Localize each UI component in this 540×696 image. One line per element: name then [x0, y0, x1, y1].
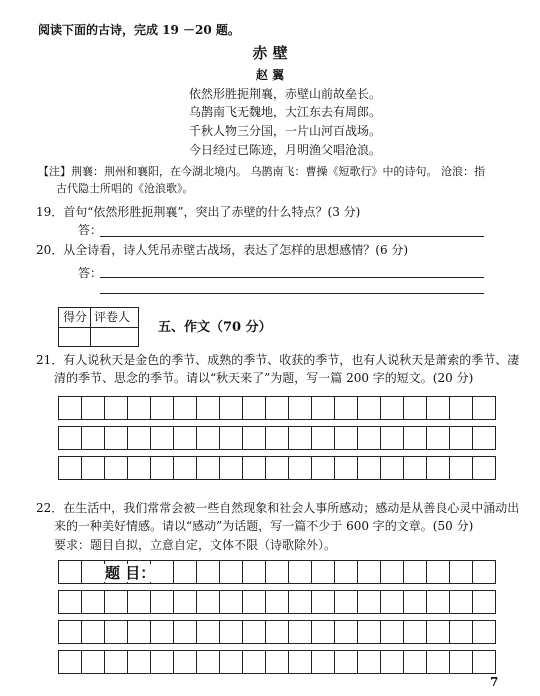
grid-cell[interactable]	[358, 397, 381, 420]
grid-gap	[59, 450, 496, 457]
grid-row	[59, 591, 496, 614]
grid-cell[interactable]	[312, 397, 335, 420]
grid-cell[interactable]	[174, 591, 197, 614]
grid-cell[interactable]	[105, 591, 128, 614]
grid-cell[interactable]	[404, 457, 427, 480]
grid-cell[interactable]	[243, 621, 266, 644]
question-22-continued: 来的一种美好情感。请以“感动”为话题，写一篇不少于 600 字的文章。(50 分)	[54, 519, 474, 533]
grid-row	[59, 397, 496, 420]
grid-cell[interactable]	[427, 427, 450, 450]
grid-cell[interactable]	[243, 397, 266, 420]
grid-cell[interactable]	[427, 561, 450, 584]
grid-cell[interactable]	[151, 621, 174, 644]
grid-cell[interactable]	[128, 457, 151, 480]
grid-cell[interactable]	[243, 591, 266, 614]
grid-cell[interactable]	[105, 651, 128, 674]
grid-cell[interactable]	[243, 457, 266, 480]
grid-cell[interactable]	[174, 651, 197, 674]
grid-cell[interactable]	[450, 621, 473, 644]
grid-cell[interactable]	[381, 561, 404, 584]
writing-grid[interactable]	[58, 396, 496, 480]
grid-cell[interactable]	[335, 397, 358, 420]
page-number: 7	[490, 675, 499, 689]
poem-line: 千秋人物三分国，一片山河百战场。	[189, 124, 382, 138]
grid-cell[interactable]	[266, 397, 289, 420]
annotation-note-continued: 古代隐士所唱的《沧浪歌》。	[56, 182, 194, 195]
grid-cell[interactable]	[358, 591, 381, 614]
grid-cell[interactable]	[243, 427, 266, 450]
question-20: 20．从全诗看，诗人凭吊赤壁古战场，表达了怎样的思想感情？(6 分)	[36, 243, 409, 257]
grid-cell[interactable]	[59, 591, 82, 614]
grid-cell[interactable]	[151, 457, 174, 480]
grid-cell[interactable]	[105, 457, 128, 480]
grid-cell[interactable]	[312, 621, 335, 644]
grid-cell[interactable]	[427, 591, 450, 614]
grid-cell[interactable]	[59, 397, 82, 420]
answer-label-19: 答：	[78, 223, 103, 237]
grid-cell[interactable]	[404, 561, 427, 584]
grid-cell[interactable]	[128, 651, 151, 674]
question-21-continued: 清的季节、思念的季节。请以“秋天来了”为题，写一篇 200 字的短文。(20 分)	[54, 371, 474, 385]
grid-cell[interactable]	[289, 651, 312, 674]
grid-cell[interactable]	[105, 427, 128, 450]
grid-cell[interactable]	[312, 457, 335, 480]
grid-cell[interactable]	[82, 621, 105, 644]
grid-cell[interactable]	[335, 591, 358, 614]
grid-cell[interactable]	[266, 591, 289, 614]
grid-cell[interactable]	[197, 427, 220, 450]
grid-cell[interactable]	[266, 457, 289, 480]
grid-cell[interactable]	[404, 427, 427, 450]
grid-cell[interactable]	[358, 561, 381, 584]
grid-cell[interactable]	[427, 651, 450, 674]
poem-line: 依然形胜扼荆襄，赤壁山前故垒长。	[189, 87, 382, 101]
grid-cell[interactable]	[381, 427, 404, 450]
grid-cell[interactable]	[450, 651, 473, 674]
grid-cell[interactable]	[289, 457, 312, 480]
grid-cell[interactable]	[197, 561, 220, 584]
grid-cell[interactable]	[197, 621, 220, 644]
grid-cell[interactable]	[473, 427, 496, 450]
grid-cell[interactable]	[174, 397, 197, 420]
grid-cell[interactable]	[197, 591, 220, 614]
grid-cell[interactable]	[82, 651, 105, 674]
grid-cell[interactable]	[450, 591, 473, 614]
grid-cell[interactable]	[174, 621, 197, 644]
grid-cell[interactable]	[220, 651, 243, 674]
grid-cell[interactable]	[82, 427, 105, 450]
grid-gap	[59, 420, 496, 427]
grid-cell[interactable]	[473, 561, 496, 584]
grid-cell[interactable]	[59, 427, 82, 450]
grid-cell[interactable]	[450, 397, 473, 420]
grid-cell[interactable]	[289, 591, 312, 614]
grid-cell[interactable]	[335, 561, 358, 584]
answer-line[interactable]	[100, 293, 484, 294]
grid-cell[interactable]	[404, 651, 427, 674]
grid-cell[interactable]	[128, 427, 151, 450]
grid-cell[interactable]	[473, 457, 496, 480]
grid-cell[interactable]	[174, 561, 197, 584]
grid-cell[interactable]	[243, 561, 266, 584]
grid-cell[interactable]	[59, 561, 82, 584]
grid-cell[interactable]	[312, 561, 335, 584]
grid-cell[interactable]	[128, 591, 151, 614]
grid-cell[interactable]	[450, 561, 473, 584]
grid-cell[interactable]	[128, 397, 151, 420]
grid-cell[interactable]	[427, 457, 450, 480]
grid-cell[interactable]	[197, 651, 220, 674]
grid-cell[interactable]	[358, 621, 381, 644]
grid-row	[59, 651, 496, 674]
grid-cell[interactable]	[312, 427, 335, 450]
grid-cell[interactable]	[128, 621, 151, 644]
grid-cell[interactable]	[473, 591, 496, 614]
grid-cell[interactable]	[335, 457, 358, 480]
section-title: 五、作文（70 分）	[158, 320, 272, 335]
grid-cell[interactable]	[59, 621, 82, 644]
grid-cell[interactable]	[151, 591, 174, 614]
grader-label: 评卷人	[94, 310, 131, 324]
grid-cell[interactable]	[266, 427, 289, 450]
question-21: 21．有人说秋天是金色的季节、成熟的季节、收获的季节，也有人说秋天是萧索的季节、凄	[36, 353, 520, 367]
score-box	[58, 307, 139, 347]
grid-cell[interactable]	[151, 397, 174, 420]
grid-cell[interactable]	[220, 397, 243, 420]
grid-cell[interactable]	[174, 457, 197, 480]
grid-cell[interactable]	[335, 651, 358, 674]
poem-title: 赤 壁	[252, 44, 288, 62]
grid-cell[interactable]	[289, 561, 312, 584]
question-19: 19．首句“依然形胜扼荆襄”，突出了赤壁的什么特点？(3 分)	[36, 205, 361, 219]
grid-cell[interactable]	[174, 427, 197, 450]
grid-cell[interactable]	[473, 397, 496, 420]
grid-cell[interactable]	[59, 457, 82, 480]
grid-gap	[59, 644, 496, 651]
grid-cell[interactable]	[427, 621, 450, 644]
poem-line: 今日经过已陈迹，月明渔父唱沧浪。	[189, 143, 382, 157]
grid-cell[interactable]	[427, 397, 450, 420]
reading-intro: 阅读下面的古诗，完成 19 －20 题。	[38, 23, 240, 37]
poem-line: 乌鹊南飞无魏地，大江东去有周郎。	[189, 105, 382, 119]
answer-line[interactable]	[100, 236, 484, 237]
grid-cell[interactable]	[82, 457, 105, 480]
grid-row	[59, 621, 496, 644]
grid-cell[interactable]	[381, 591, 404, 614]
grid-cell[interactable]	[151, 651, 174, 674]
grid-cell[interactable]	[82, 397, 105, 420]
score-label: 得分	[63, 310, 88, 324]
grid-cell[interactable]	[220, 591, 243, 614]
grid-cell[interactable]	[105, 397, 128, 420]
grid-cell[interactable]	[381, 621, 404, 644]
grid-cell[interactable]	[381, 457, 404, 480]
grid-cell[interactable]	[197, 397, 220, 420]
grid-cell[interactable]	[473, 621, 496, 644]
grid-cell[interactable]	[289, 427, 312, 450]
question-22: 22．在生活中，我们常常会被一些自然现象和社会人事所感动；感动是从善良心灵中涌动出	[36, 501, 520, 515]
grid-cell[interactable]	[82, 561, 105, 584]
grid-cell[interactable]	[335, 621, 358, 644]
grid-cell[interactable]	[82, 591, 105, 614]
grid-cell[interactable]	[404, 621, 427, 644]
grid-cell[interactable]	[404, 591, 427, 614]
grid-gap	[59, 614, 496, 621]
essay-requirements: 要求：题目自拟，立意自定，文体不限（诗歌除外）。	[54, 538, 337, 552]
answer-line[interactable]	[100, 277, 484, 278]
grid-cell[interactable]	[59, 651, 82, 674]
grid-cell[interactable]	[381, 397, 404, 420]
grid-cell[interactable]	[266, 651, 289, 674]
grid-cell[interactable]	[220, 561, 243, 584]
annotation-note: 【注】荆襄：荆州和襄阳，在今湖北境内。 乌鹊南飞：曹操《短歌行》中的诗句。 沧浪：指	[38, 165, 485, 178]
grid-cell[interactable]	[289, 397, 312, 420]
grid-cell[interactable]	[197, 457, 220, 480]
grid-cell[interactable]	[266, 561, 289, 584]
grid-cell[interactable]	[105, 621, 128, 644]
grid-cell[interactable]	[381, 651, 404, 674]
grid-cell[interactable]	[335, 427, 358, 450]
grid-cell[interactable]	[404, 397, 427, 420]
grid-cell[interactable]	[289, 621, 312, 644]
grid-cell[interactable]	[312, 651, 335, 674]
grid-cell[interactable]	[243, 651, 266, 674]
grid-cell[interactable]	[450, 457, 473, 480]
grid-cell[interactable]	[358, 651, 381, 674]
grid-cell[interactable]	[151, 427, 174, 450]
answer-label-20: 答：	[78, 266, 103, 280]
grid-cell[interactable]	[358, 427, 381, 450]
grid-cell[interactable]	[220, 457, 243, 480]
grid-cell[interactable]	[312, 591, 335, 614]
grid-cell[interactable]	[220, 427, 243, 450]
grid-cell[interactable]	[220, 621, 243, 644]
grid-gap	[59, 584, 496, 591]
grid-cell[interactable]	[450, 427, 473, 450]
grid-cell[interactable]	[358, 457, 381, 480]
grid-row	[59, 427, 496, 450]
grid-row	[59, 457, 496, 480]
grid-cell[interactable]	[473, 651, 496, 674]
poem-author: 赵 翼	[255, 68, 285, 82]
essay-title-label: 题 目：	[105, 564, 156, 582]
grid-cell[interactable]	[266, 621, 289, 644]
